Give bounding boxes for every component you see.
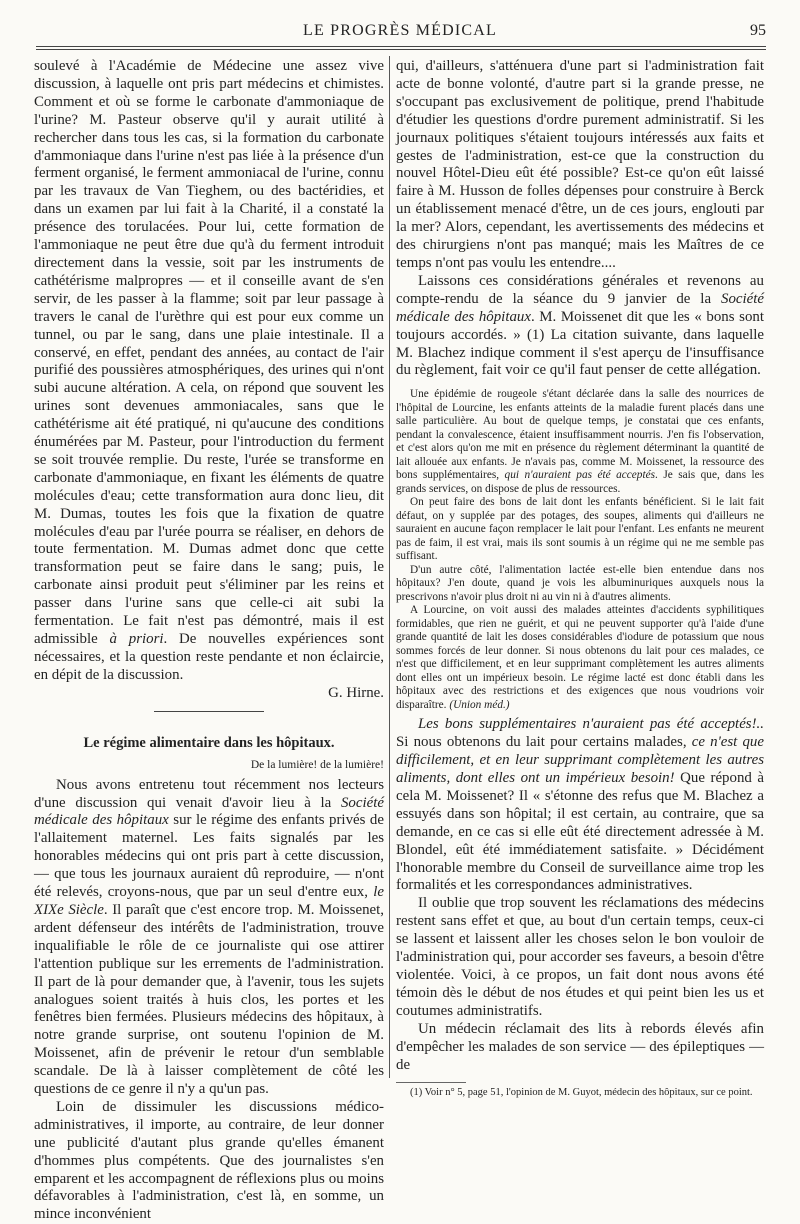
article-paragraph: Un médecin réclamait des lits à rebords élevés afin d'empêcher les malades de son service — des épileptiques — de [396,1020,764,1073]
italic-run: Les bons supplémentaires n'auraient pas été acceptés!.. [418,716,764,733]
article-paragraph [396,716,764,895]
article-paragraph: Loin de dissimuler les discussions médico-administratives, il importe, au contraire, de leur donner une publicité d'autant plus grande qu'elles émanent d'hommes plus compétents. Que des journalistes s'en emparent et les accompagnent de réflexions plus ou moins défavorables à l'administration, c'est là, en somme, un mince inconvénient [34,1098,384,1223]
journal-title: LE PROGRÈS MÉDICAL [302,22,498,39]
quote-paragraph: D'un autre côté, l'alimentation lactée est-elle bien entendue dans nos hôpitaux? J'en doute, quand je vois les albuminuriques auxquels nous la prescrivons n'avoir plus droit ni au vin ni à d'autres aliments. [396,563,764,603]
italic-run: Société médicale des hôpitaux [34,794,384,829]
header-rule-double [36,49,766,50]
text-run: A Lourcine, on voit aussi des malades atteintes d'accidents syphilitiques formidables, que rien ne guérit, et qui ne peuvent supporter qu'à l'aide d'une grande quantité de lait les doses considérables d'iodure de potassium que nous sommes forcés de leur donner. Si nous obtenons du lait pour ces malades, ce n'est que difficilement, et en leur supprimant complètement les autres aliments dont elles ont un impérieux besoin. Le régime lacté est donc établi dans les hôpitaux avec des restrictions et des exigences que nous voudrions voir disparaître. [396,604,764,711]
italic-run: le XIXe Siècle [34,884,384,918]
section-divider [154,711,264,712]
quote-paragraph [396,388,764,496]
text-run: Que répond à cela M. Moissenet? Il « s'étonne des refus que M. Blachez a essuyés dans son hôpital; il est certain, au contraire, que sa demande, en ce cas si elle eût été directement adressée à M. Blondel, eût été immédiatement satisfaite. » Décidément l'honorable membre du Conseil de surveillance aime trop les formalités et les correspondances administratives. [396,770,764,894]
column-divider [389,56,390,1078]
italic-run: qui n'auraient pas été acceptés [504,469,656,482]
quote-paragraph [396,604,764,712]
text-run: . M. Moissenet dit que les « bons sont toujours accordés. » (1) La citation suivante, dans laquelle M. Blachez indique comment il s'est aperçu de l'insuffisance du règlement, fait voir ce qu'il faut penser de cette allégation. [396,308,764,379]
quote-paragraph: On peut faire des bons de lait dont les enfants bénéficient. Si le lait fait défaut, on y supplée par des potages, des soupes, aliments qui d'ailleurs ne sauraient en aucune façon remplacer le lait pour l'enfant. Les enfants ne meurent pas de faim, il est vrai, mais ils sont soumis à un régime qui ne me semble pas suffisant. [396,496,764,563]
text-run: soulevé à l'Académie de Médecine une assez vive discussion, à laquelle ont pris part médecins et chimistes. Comment et où se forme le carbonate d'ammoniaque de l'urine? M. Pasteur observe qu'il y aurait utilité à rechercher dans tous les cas, si la formation du carbonate d'ammoniaque dans l'urine n'est pas liée à la présence d'un ferment organisé, le ferment ammoniacal de l'urine, connu par les travaux de Van Tieghem, ou des bactéridies, et dans un examen par lui fait à la Charité, il a constaté la présence des torulacées. Pour lui, cette formation de l'ammoniaque ne peut être due qu'à du ferment introduit directement dans la vessie, soit par les instruments de cathétérisme malpropres — et il conseille avant de s'en servir, de les passer à la flamme; soit par leur passage à travers le canal de l'urèthre qui est pour eux comme un tunnel, ou par le sang, dans une plaie intestinale. Il a conservé, en effet, pendant des années, au contact de l'air purifié des poussières atmosphériques, des urines qui n'ont subi aucune altération. A cela, on répond que souvent les urines sont devenues ammoniacales, sans que le cathétérisme ait été pratiqué, ni qu'aucune des conditions énumérées par M. Pasteur, pour l'introduction du ferment se soit trouvée remplie. Du reste, l'urée se transforme en carbonate d'ammoniaque, en fixant les éléments de quatre molécules d'eau; cette transformation aura donc lieu, dit M. Dumas, toutes les fois que la fixation de quatre molécules d'eau par l'urée pourra se réaliser, en dehors de toute fermentation. M. Dumas admet donc que cette transformation peut se faire dans le sang; puis, le carbonate ainsi produit peut s'éliminer par les reins et passer dans l'urine sans que celle-ci ait subi la fermentation. Le fait n'est pas démontré, mais il est admissible [34,58,384,647]
right-column [396,58,764,1100]
italic-run: ce n'est que difficilement, et en leur supprimant complètement les autres aliments, dont elles ont un impérieux besoin! [396,734,764,787]
author-signature: G. Hirne. [328,684,384,701]
section-title: Le régime alimentaire dans les hôpitaux. [83,734,335,751]
italic-run: à priori [109,631,164,647]
quote-source: (Union méd.) [449,698,510,711]
page-number: 95 [750,22,766,39]
text-run: . De nouvelles expériences sont nécessaires, et la question reste pendante et non éclaircie, en dépit de la discussion. [34,631,384,683]
text-run: Laissons ces considérations générales et revenons au compte-rendu de la séance du 9 janvier de la [396,272,764,307]
footnote-rule [396,1082,466,1083]
italic-run: Société médicale des hôpitaux [396,290,764,325]
page-header [0,0,800,44]
footnote: (1) Voir n° 5, page 51, l'opinion de M. Guyot, médecin des hôpitaux, sur ce point. [410,1087,753,1099]
text-run: sur le régime des enfants privés de l'allaitement maternel. Les faits signalés par les honorables médecins qui ont pris part à cette discussion, — que tous les journaux auraient dû reproduire, — n'ont été relevés, croyons-nous, que par un seul d'entre eux, [34,812,384,901]
text-run: Si nous obtenons du lait pour certains malades, [396,734,687,751]
article-paragraph: qui, d'ailleurs, s'atténuera d'une part si l'administration fait acte de bonne volonté, d'autre part si la grande presse, ne s'occupant pas exclusivement de politique, prend l'habitude d'étudier les questions d'ordre purement administratif. Si les journaux politiques s'étaient toujours intéressés aux faits et gestes de l'administration, est-ce que la construction du nouvel Hôtel-Dieu eût été possible? Est-ce qu'on eût laissé faire à M. Husson de folles dépenses pour construire à Berck un établissement menacé d'être, un de ces jours, englouti par la mer? Alors, cependant, les avertissements des médecins et des chirurgiens n'ont pas manqué; mais les Maîtres de ce temps n'ont pas voulu les entendre.... [396,58,764,271]
article-paragraph [34,777,384,1099]
article-paragraph: Il oublie que trop souvent les réclamations des médecins restent sans effet et que, au bout d'un certain temps, ceux-ci se lassent et laissent aller les choses selon le bon vouloir de l'administration qui, pour accorder ses faveurs, a besoin d'être violentée. Voici, à ce propos, un fait dont nous avons été témoin dès le début de nos études et qui peint bien les us et coutumes administratifs. [396,895,764,1019]
text-run: . Il paraît que c'est encore trop. M. Moissenet, ardent défenseur des intérêts de l'administration, trouve inqualifiable le rôle de ce journaliste qui ose attirer l'attention publique sur les errements de l'administration. Il part de là pour demander que, à l'avenir, tous les sujets analogues soient traités à huis clos, les portes et les fenêtres bien fermées. Plusieurs médecins des hôpitaux, à notre grande surprise, ont soutenu l'opinion de M. Moissenet, afin de prévenir le retour d'un semblable scandale. De là à laisser complètement de côté les questions de ce genre il n'y a qu'un pas. [34,901,384,1098]
text-run: . Je sais que, dans les grands services, on dispose de plus de ressources. [396,469,764,495]
text-run: Une épidémie de rougeole s'étant déclarée dans la salle des nourrices de l'hôpital de Lourcine, les enfants atteints de la maladie furent placés dans une salle particulière. Au bout de quelque temps, je constatai que ces enfants, pendant la convalescence, étaient insuffisamment nourris. J'en fis l'observation, et c'est alors qu'on me mit en présence du règlement déterminant la quantité de lait allouée aux enfants. Je n'avais pas, comme M. Moissenet, la ressource des bons supplémentaires, [396,388,764,482]
text-run: Nous avons entretenu tout récemment nos lecteurs d'une discussion qui venait d'avoir lieu à la [34,776,384,811]
article-paragraph [34,58,384,685]
article-paragraph [396,273,764,380]
header-rule [36,46,766,47]
left-column [34,58,384,1224]
epigraph: De la lumière! de la lumière! [250,758,384,771]
